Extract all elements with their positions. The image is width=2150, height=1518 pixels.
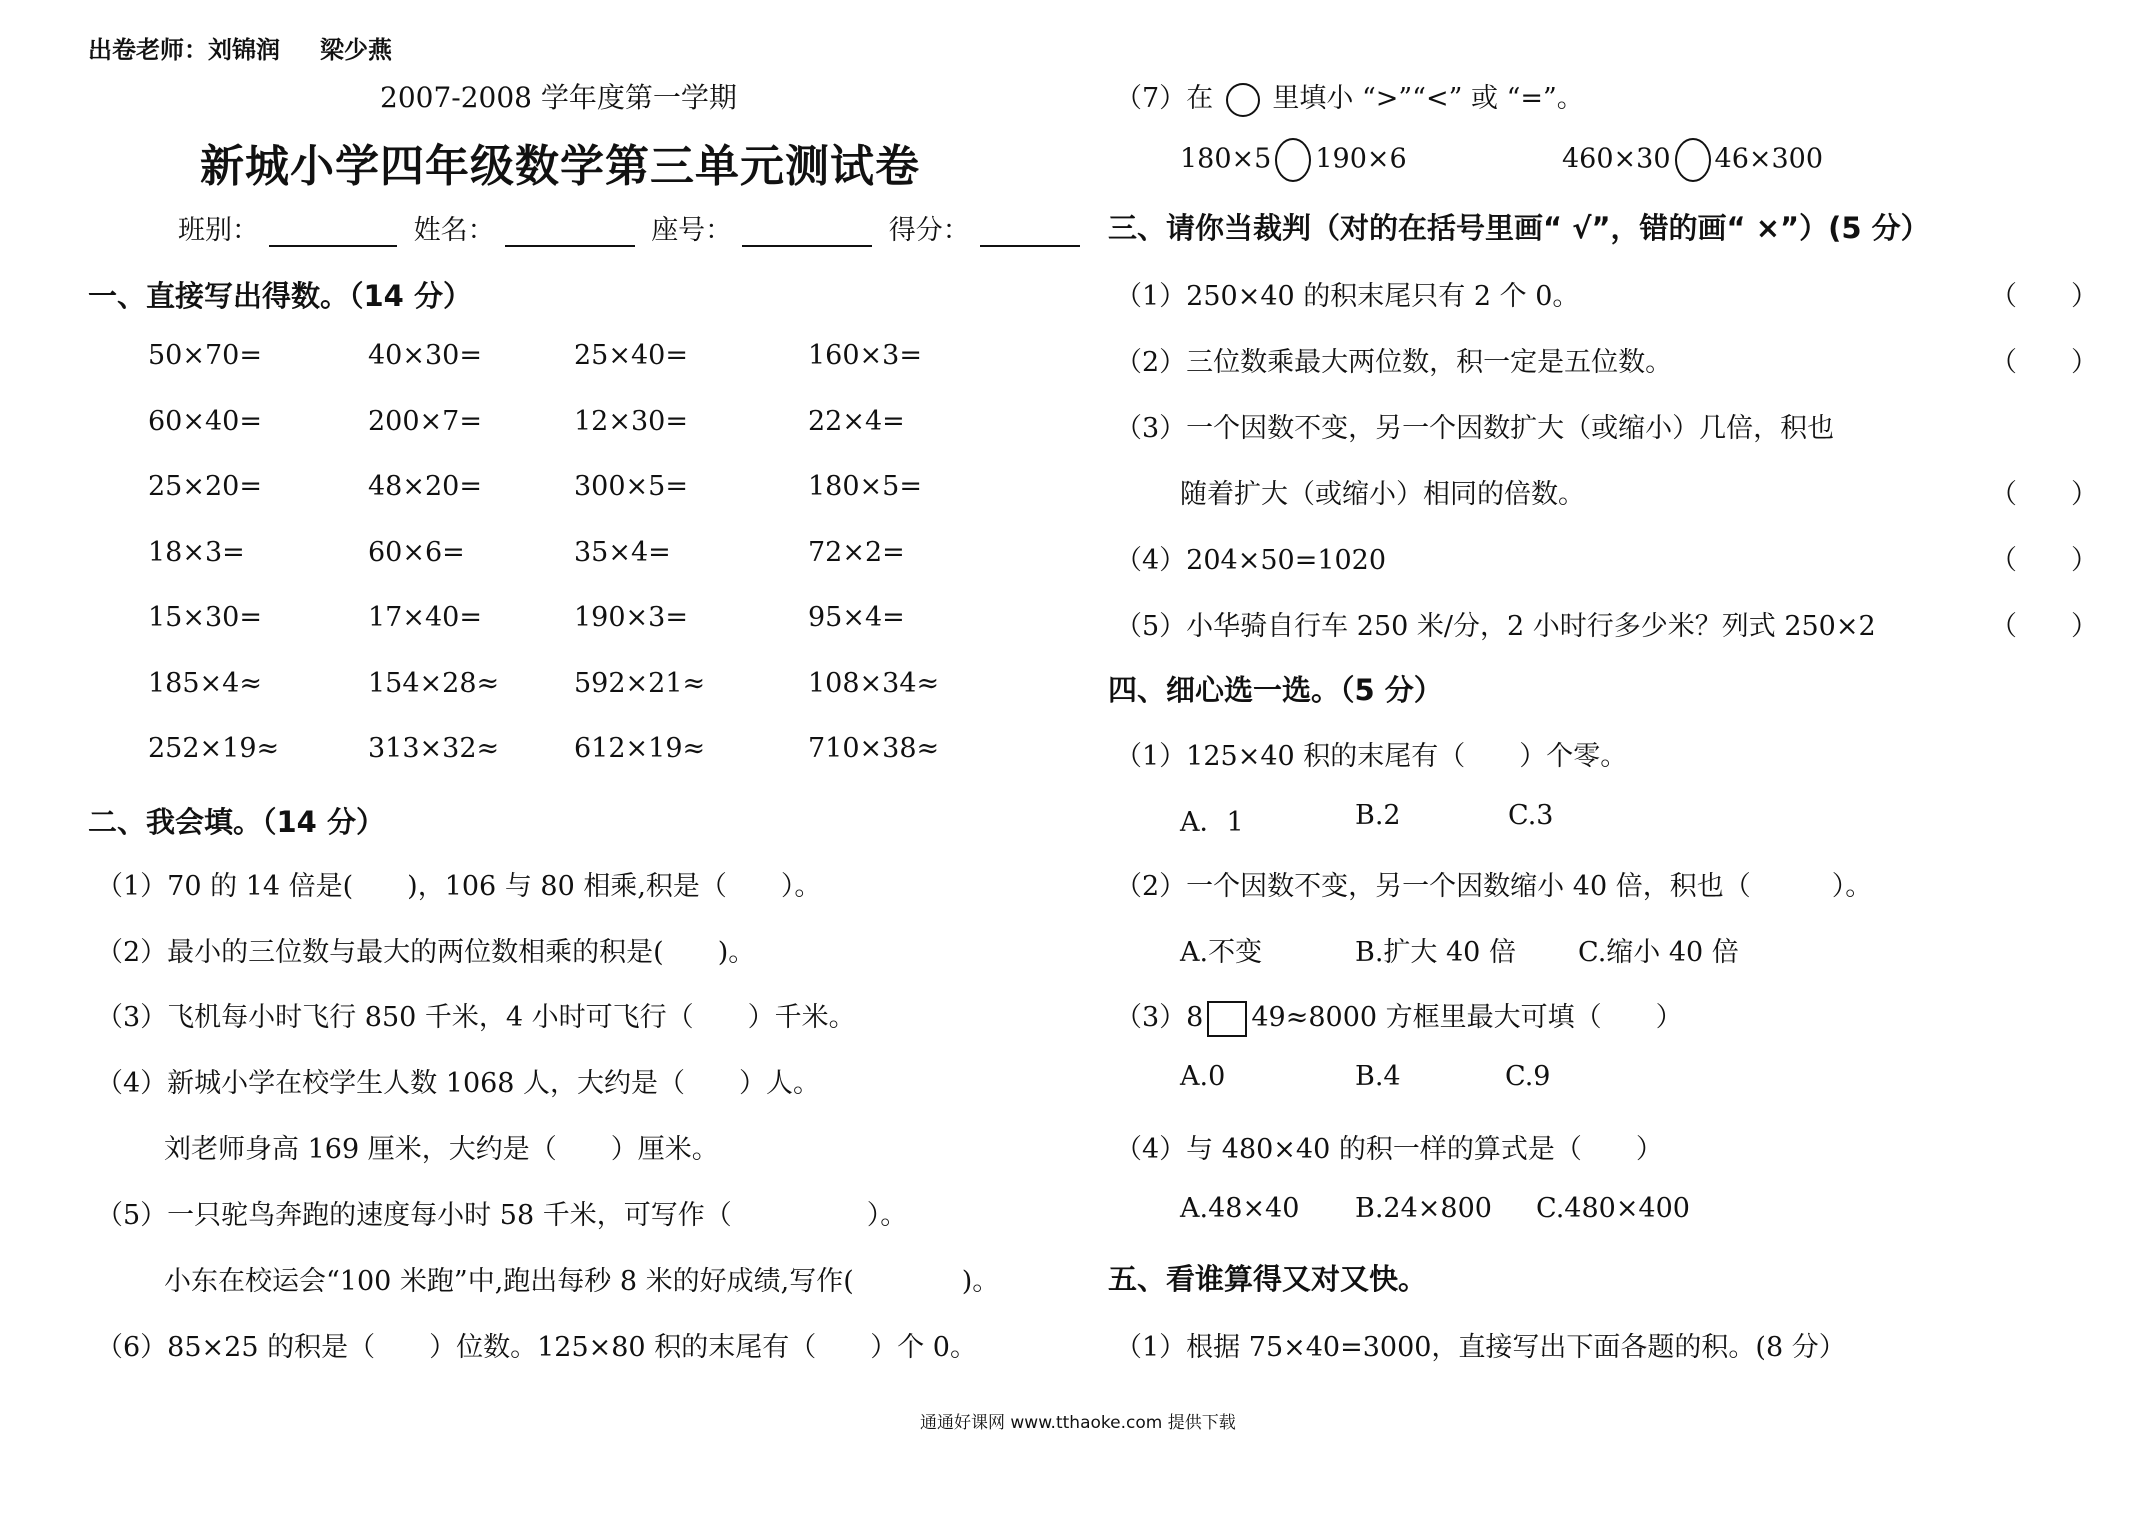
- teacher-1: 出卷老师：刘锦润: [88, 36, 280, 64]
- seat-label: 座号：: [651, 215, 733, 246]
- choice-q4-opt-b[interactable]: B.24×800: [1355, 1193, 1492, 1224]
- mental-math-item: 710×38≈: [808, 733, 940, 764]
- mental-math-item: 60×6=: [368, 536, 465, 568]
- mental-math-item: 180×5=: [808, 471, 922, 502]
- mental-math-item: 160×3=: [808, 340, 922, 371]
- mental-math-item: 612×19≈: [574, 733, 706, 764]
- mental-math-item: 313×32≈: [368, 733, 500, 764]
- mental-math-item: 252×19≈: [148, 733, 280, 764]
- mental-math-item: 12×30=: [574, 405, 688, 437]
- page-title: 新城小学四年级数学第三单元测试卷: [200, 141, 920, 192]
- fill-q4a: （4）新城小学在校学生人数 1068 人，大约是（ ）人。: [96, 1068, 821, 1099]
- judge-paren-1[interactable]: （ ）: [1990, 281, 2098, 312]
- seat-blank[interactable]: [742, 219, 872, 247]
- exam-setters: [88, 30, 392, 65]
- choice-q4-opt-c[interactable]: C.480×400: [1536, 1193, 1690, 1224]
- class-blank[interactable]: [269, 219, 397, 247]
- mental-math-item: 60×40=: [148, 405, 262, 437]
- fill-q4b: 刘老师身高 169 厘米，大约是（ ）厘米。: [164, 1134, 719, 1165]
- mental-math-item: 48×20=: [368, 471, 482, 502]
- circle-example-icon: [1226, 83, 1260, 117]
- mental-math-item: 592×21≈: [574, 667, 706, 699]
- compare-question: [1115, 76, 1584, 117]
- choice-q2-opt-a[interactable]: A.不变: [1180, 937, 1263, 968]
- mental-math-item: 300×5=: [574, 471, 688, 502]
- mental-math-item: 22×4=: [808, 405, 905, 437]
- choice-q2: （2）一个因数不变，另一个因数缩小 40 倍，积也（ ）。: [1115, 871, 1873, 902]
- choice-q1-opt-c[interactable]: C.3: [1508, 800, 1554, 831]
- fill-q6: （6）85×25 的积是（ ）位数。125×80 积的末尾有（ ）个 0。: [96, 1332, 977, 1363]
- judge-q4: （4）204×50=1020: [1115, 545, 1387, 576]
- student-info-row: [178, 208, 1088, 247]
- name-blank[interactable]: [505, 219, 635, 247]
- mental-math-item: 185×4≈: [148, 667, 262, 699]
- judge-paren-3[interactable]: （ ）: [1990, 479, 2098, 510]
- judge-paren-2[interactable]: （ ）: [1990, 347, 2098, 378]
- school-term: 2007-2008 学年度第一学期: [380, 81, 737, 114]
- mental-math-item: 40×30=: [368, 340, 482, 371]
- mental-math-item: 108×34≈: [808, 667, 940, 699]
- expr1-left: 180×5: [1180, 143, 1272, 175]
- judge-q5: （5）小华骑自行车 250 米/分，2 小时行多少米？列式 250×2: [1115, 611, 1876, 642]
- choice-q3-opt-b[interactable]: B.4: [1355, 1061, 1401, 1092]
- judge-paren-5[interactable]: （ ）: [1990, 611, 2098, 642]
- judge-q3b: 随着扩大（或缩小）相同的倍数。: [1180, 479, 1585, 510]
- section1-heading: 一、直接写出得数。（14 分）: [88, 279, 472, 313]
- mental-math-item: 18×3=: [148, 536, 245, 568]
- teacher-2: 梁少燕: [320, 36, 392, 64]
- judge-q3a: （3）一个因数不变，另一个因数扩大（或缩小）几倍，积也: [1115, 413, 1835, 444]
- expr1-right: 190×6: [1315, 143, 1407, 175]
- section2-heading: 二、我会填。（14 分）: [88, 805, 385, 839]
- choice-q3-suffix: 49≈8000 方框里最大可填（ ）: [1251, 1002, 1683, 1033]
- calc-q1: （1）根据 75×40=3000，直接写出下面各题的积。(8 分）: [1115, 1332, 1846, 1363]
- compare-circle-2[interactable]: [1675, 138, 1711, 182]
- expr2-right: 46×300: [1714, 143, 1824, 175]
- fill-q5b: 小东在校运会“100 米跑”中,跑出每秒 8 米的好成绩,写作( )。: [164, 1266, 1000, 1297]
- mental-math-item: 35×4=: [574, 536, 671, 568]
- mental-math-item: 190×3=: [574, 602, 688, 633]
- mental-math-item: 95×4=: [808, 602, 905, 633]
- score-label: 得分：: [888, 215, 970, 246]
- choice-q3-prefix: （3）8: [1115, 1002, 1204, 1033]
- section3-heading: 三、请你当裁判（对的在括号里画“ √”，错的画“ ×”）(5 分）: [1108, 211, 1930, 245]
- compare-expr-1: [1180, 138, 1407, 182]
- compare-expr-2: [1562, 138, 1823, 182]
- fill-q1: （1）70 的 14 倍是( )，106 与 80 相乘,积是（ ）。: [96, 871, 822, 902]
- mental-math-item: 25×40=: [574, 340, 688, 371]
- compare-suffix: 里填小 “>”“<” 或 “=”。: [1272, 83, 1584, 114]
- fill-q3: （3）飞机每小时飞行 850 千米，4 小时可飞行（ ）千米。: [96, 1002, 856, 1033]
- fill-q2: （2）最小的三位数与最大的两位数相乘的积是( )。: [96, 937, 756, 968]
- compare-circle-1[interactable]: [1275, 138, 1311, 182]
- choice-q1: （1）125×40 积的末尾有（ ）个零。: [1115, 741, 1628, 772]
- compare-prefix: （7）在: [1115, 83, 1214, 114]
- mental-math-item: 154×28≈: [368, 667, 500, 699]
- choice-q3: [1115, 995, 1683, 1037]
- mental-math-item: 200×7=: [368, 405, 482, 437]
- class-label: 班别：: [178, 215, 259, 246]
- mental-math-item: 72×2=: [808, 536, 905, 568]
- choice-q1-opt-b[interactable]: B.2: [1355, 800, 1401, 831]
- mental-math-item: 25×20=: [148, 471, 262, 502]
- mental-math-item: 17×40=: [368, 602, 482, 633]
- choice-q3-opt-a[interactable]: A.0: [1180, 1061, 1226, 1092]
- choice-q1-opt-a[interactable]: A．1: [1180, 807, 1244, 838]
- expr2-left: 460×30: [1562, 143, 1671, 175]
- judge-q1: （1）250×40 的积末尾只有 2 个 0。: [1115, 281, 1580, 312]
- digit-box[interactable]: [1207, 1001, 1247, 1037]
- score-blank[interactable]: [980, 219, 1080, 247]
- choice-q2-opt-b[interactable]: B.扩大 40 倍: [1355, 937, 1516, 968]
- mental-math-item: 50×70=: [148, 340, 262, 371]
- choice-q3-opt-c[interactable]: C.9: [1505, 1061, 1551, 1092]
- judge-paren-4[interactable]: （ ）: [1990, 545, 2098, 576]
- name-label: 姓名：: [413, 215, 495, 246]
- section4-heading: 四、细心选一选。（5 分）: [1108, 673, 1443, 707]
- fill-q5a: （5）一只驼鸟奔跑的速度每小时 58 千米，可写作（ ）。: [96, 1200, 908, 1231]
- section5-heading: 五、看谁算得又对又快。: [1108, 1262, 1428, 1296]
- choice-q4: （4）与 480×40 的积一样的算式是（ ）: [1115, 1134, 1663, 1165]
- mental-math-item: 15×30=: [148, 602, 262, 633]
- choice-q4-opt-a[interactable]: A.48×40: [1180, 1193, 1300, 1224]
- footer-credit: 通通好课网 www.tthaoke.com 提供下载: [920, 1413, 1236, 1433]
- judge-q2: （2）三位数乘最大两位数，积一定是五位数。: [1115, 347, 1673, 378]
- choice-q2-opt-c[interactable]: C.缩小 40 倍: [1578, 937, 1739, 968]
